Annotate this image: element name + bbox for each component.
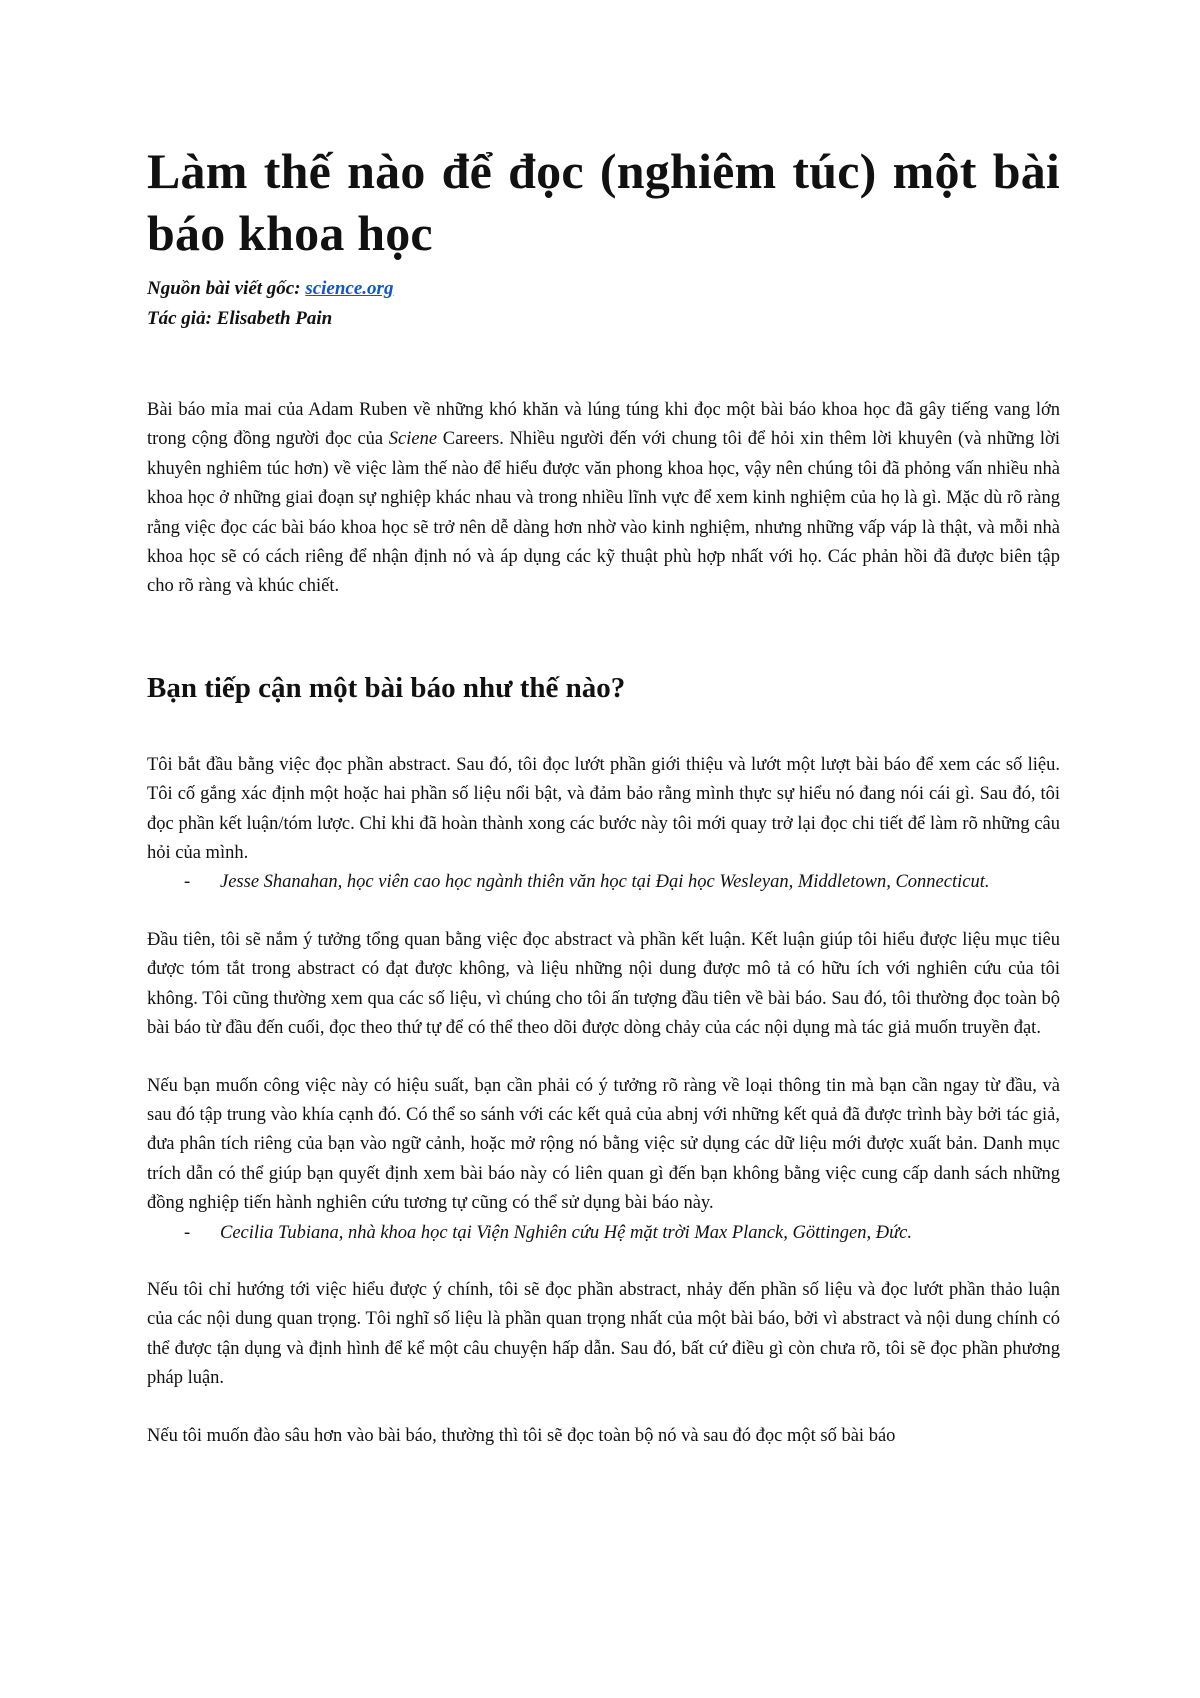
author-line: Tác giả: Elisabeth Pain xyxy=(147,308,333,329)
source-label: Nguồn bài viết gốc: xyxy=(147,278,301,299)
answer-paragraph-2: Đầu tiên, tôi sẽ nắm ý tưởng tổng quan bằng việc đọc abstract và phần kết luận. Kết luận giúp tôi hiểu được liệu mục tiêu được tóm tắt trong abstract có đạt được không, và liệu những nội dung được mô tả có hữu ích với nghiên cứu của tôi không. Tôi cũng thường xem qua các số liệu, vì chúng cho tôi ấn tượng đầu tiên về bài báo. Sau đó, tôi thường đọc toàn bộ bài báo từ đầu đến cuối, đọc theo thứ tự để có thể theo dõi được dòng chảy của các nội dụng mà tác giả muốn truyền đạt. xyxy=(147,929,1060,1039)
list-dash: - xyxy=(184,1222,191,1243)
answer-paragraph-5: Nếu tôi muốn đào sâu hơn vào bài báo, thường thì tôi sẽ đọc toàn bộ nó và sau đó đọc một số bài báo xyxy=(147,1425,896,1446)
answer-paragraph-3: Nếu bạn muốn công việc này có hiệu suất, bạn cần phải có ý tưởng rõ ràng về loại thông tin mà bạn cần ngay từ đầu, và sau đó tập trung vào khía cạnh đó. Có thể so sánh với các kết quả của abnj với những kết quả đã được trình bày bởi tác giả, đưa phân tích riêng của bạn vào ngữ cảnh, hoặc mở rộng nó bằng việc sử dụng các dữ liệu mới được xuất bản. Danh mục trích dẫn có thể giúp bạn quyết định xem bài báo này có liên quan gì đến bạn không bằng việc cung cấp danh sách những đồng nghiệp tiến hành nghiên cứu tương tự cũng có thể sử dụng bài báo này. xyxy=(147,1075,1060,1214)
article-meta xyxy=(147,274,1060,334)
article-body xyxy=(147,140,1060,1451)
intro-italic: Sciene xyxy=(388,429,438,450)
attribution-1 xyxy=(147,868,1060,897)
article-title: Làm thế nào để đọc (nghiêm túc) một bài báo khoa học xyxy=(147,143,1060,261)
source-link[interactable]: science.org xyxy=(305,278,394,299)
answer-paragraph-4: Nếu tôi chỉ hướng tới việc hiểu được ý chính, tôi sẽ đọc phần abstract, nhảy đến phần số liệu và đọc lướt phần thảo luận của các nội dung quan trọng. Tôi nghĩ số liệu là phần quan trọng nhất của một bài báo, bởi vì abstract và nội dung chính có thể được tận dụng và định hình để kể một câu chuyện hấp dẫn. Sau đó, bất cứ điều gì còn chưa rõ, tôi sẽ đọc phần phương pháp luận. xyxy=(147,1279,1060,1389)
list-dash: - xyxy=(184,872,191,893)
attribution-2-text: Cecilia Tubiana, nhà khoa học tại Viện Nghiên cứu Hệ mặt trời Max Planck, Göttingen, Đức. xyxy=(220,1222,912,1243)
attribution-2 xyxy=(147,1219,1060,1248)
intro-text-2: Careers. Nhiều người đến với chung tôi để hỏi xin thêm lời khuyên (và những lời khuyên nghiêm túc hơn) về việc làm thế nào để hiểu được văn phong khoa học, vậy nên chúng tôi đã phỏng vấn nhiều nhà khoa học ở những giai đoạn sự nghiệp khác nhau và trong nhiều lĩnh vực để xem kinh nghiệm của họ là gì. Mặc dù rõ ràng rằng việc đọc các bài báo khoa học sẽ trở nên dễ dàng hơn nhờ vào kinh nghiệm, nhưng những vấp váp là thật, và mỗi nhà khoa học sẽ có cách riêng để nhận định nó và áp dụng các kỹ thuật phù hợp nhất với họ. Các phản hồi đã được biên tập cho rõ ràng và khúc chiết. xyxy=(147,429,1060,597)
intro-text-1: Bài báo mỉa mai của Adam Ruben về những khó khăn và lúng túng khi đọc một bài báo khoa học đã gây tiếng vang lớn trong cộng đồng người đọc của xyxy=(147,400,1060,450)
intro-paragraph xyxy=(147,396,1060,602)
answer-paragraph-1: Tôi bắt đầu bằng việc đọc phần abstract. Sau đó, tôi đọc lướt phần giới thiệu và lướt một lượt bài báo để xem các số liệu. Tôi cố gắng xác định một hoặc hai phần số liệu nổi bật, và đảm bảo rằng mình thực sự hiểu nó đang nói cái gì. Sau đó, tôi đọc phần kết luận/tóm lược. Chỉ khi đã hoàn thành xong các bước này tôi mới quay trở lại đọc chi tiết để làm rõ những câu hỏi của mình. xyxy=(147,754,1060,864)
attribution-1-text: Jesse Shanahan, học viên cao học ngành thiên văn học tại Đại học Wesleyan, Middletown, Connecticut. xyxy=(220,872,990,893)
source-line xyxy=(147,274,1060,304)
section-heading: Bạn tiếp cận một bài báo như thế nào? xyxy=(147,671,626,704)
